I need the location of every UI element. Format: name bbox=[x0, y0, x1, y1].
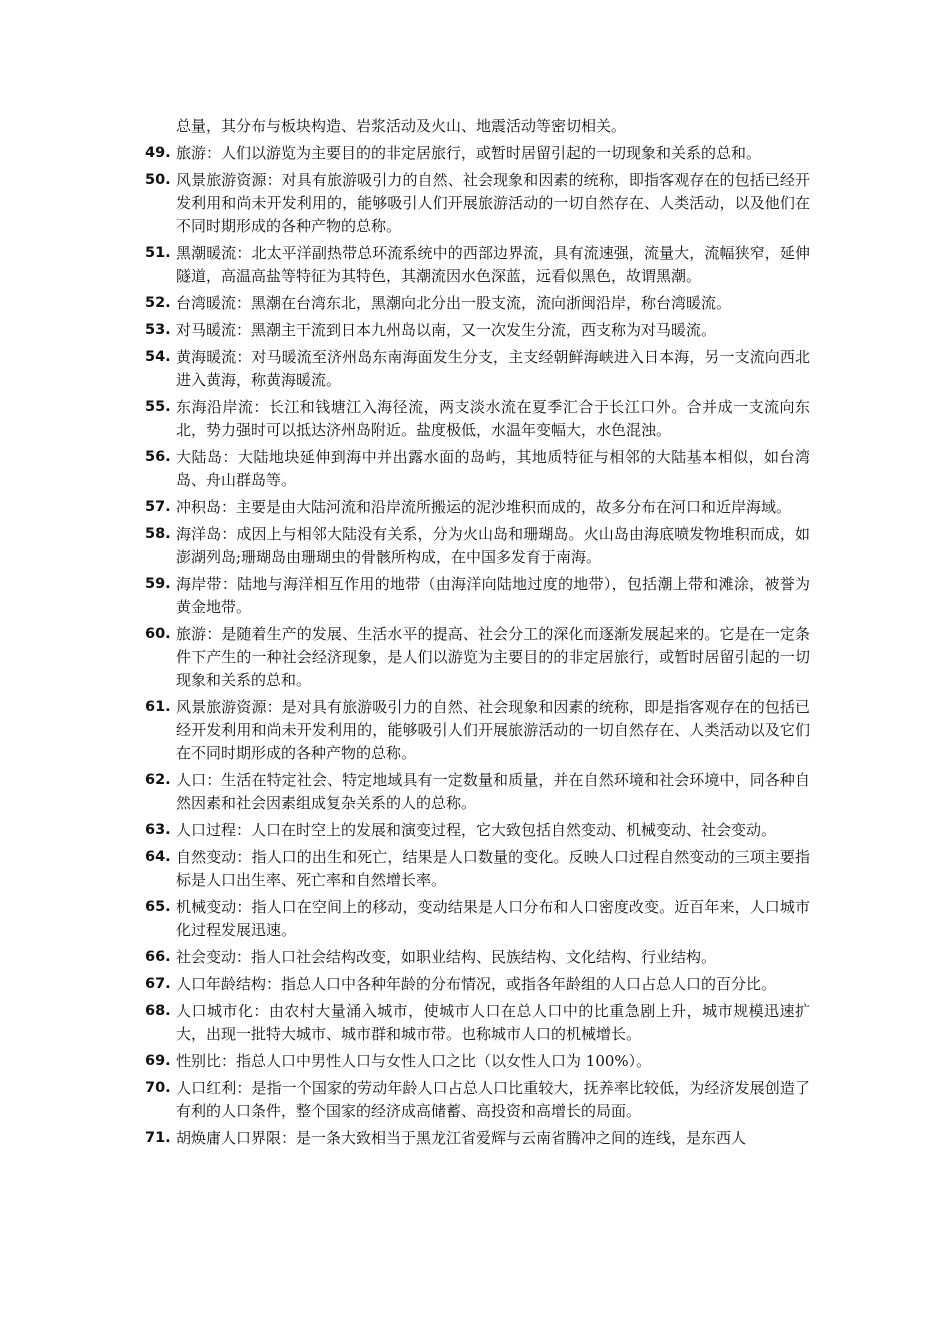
glossary-entry bbox=[145, 496, 810, 519]
entry-text: 人口城市化：由农村大量涌入城市，使城市人口在总人口中的比重急剧上升，城市规模迅速扩大，出现一批特大城市、城市群和城市带。也称城市人口的机械增长。 bbox=[176, 1002, 810, 1043]
glossary-entry bbox=[145, 1127, 810, 1150]
entry-number: 63. bbox=[145, 822, 171, 838]
entry-text: 对马暖流：黑潮主干流到日本九州岛以南，又一次发生分流，西支称为对马暖流。 bbox=[176, 321, 717, 339]
entry-text: 人口过程：人口在时空上的发展和演变过程，它大致包括自然变动、机械变动、社会变动。 bbox=[176, 821, 777, 839]
entry-number: 53. bbox=[145, 322, 171, 338]
entry-number: 62. bbox=[145, 772, 171, 788]
entry-number: 66. bbox=[145, 949, 171, 965]
entry-text: 东海沿岸流：长江和钱塘江入海径流，两支淡水流在夏季汇合于长江口外。合并成一支流向东北，势力强时可以抵达济州岛附近。盐度极低，水温年变幅大，水色混浊。 bbox=[176, 398, 810, 439]
entry-text: 台湾暖流：黑潮在台湾东北，黑潮向北分出一股支流，流向浙闽沿岸，称台湾暖流。 bbox=[176, 294, 732, 312]
entry-text: 胡焕庸人口界限：是一条大致相当于黑龙江省爱辉与云南省腾冲之间的连线，是东西人 bbox=[176, 1129, 747, 1147]
glossary-entry bbox=[145, 819, 810, 842]
document-body bbox=[145, 115, 810, 1154]
entry-text: 风景旅游资源：对具有旅游吸引力的自然、社会现象和因素的统称，即指客观存在的包括已经开发利用和尚未开发利用的，能够吸引人们开展旅游活动的一切自然存在、人类活动，以及他们在不同时期形成的各种产物的总称。 bbox=[176, 171, 810, 235]
entry-number: 64. bbox=[145, 849, 171, 865]
glossary-entry bbox=[145, 446, 810, 492]
glossary-list bbox=[145, 142, 810, 1150]
entry-number: 65. bbox=[145, 899, 171, 915]
entry-number: 60. bbox=[145, 626, 171, 642]
entry-number: 71. bbox=[145, 1130, 171, 1146]
glossary-entry bbox=[145, 292, 810, 315]
entry-number: 61. bbox=[145, 699, 171, 715]
entry-number: 57. bbox=[145, 499, 171, 515]
entry-text: 社会变动：指人口社会结构改变，如职业结构、民族结构、文化结构、行业结构。 bbox=[176, 948, 717, 966]
entry-text: 人口年龄结构：指总人口中各种年龄的分布情况，或指各年龄组的人口占总人口的百分比。 bbox=[176, 975, 777, 993]
entry-number: 55. bbox=[145, 399, 171, 415]
entry-text: 黑潮暖流：北太平洋副热带总环流系统中的西部边界流，具有流速强，流量大，流幅狭窄，延伸隧道，高温高盐等特征为其特色，其潮流因水色深蓝，远看似黑色，故谓黑潮。 bbox=[176, 244, 810, 285]
entry-text: 机械变动：指人口在空间上的移动，变动结果是人口分布和人口密度改变。近百年来，人口城市化过程发展迅速。 bbox=[176, 898, 810, 939]
entry-number: 69. bbox=[145, 1053, 171, 1069]
entry-number: 67. bbox=[145, 976, 171, 992]
entry-number: 58. bbox=[145, 526, 171, 542]
glossary-entry bbox=[145, 623, 810, 692]
glossary-entry bbox=[145, 896, 810, 942]
entry-number: 51. bbox=[145, 245, 171, 261]
glossary-entry bbox=[145, 319, 810, 342]
entry-text: 冲积岛：主要是由大陆河流和沿岸流所搬运的泥沙堆积而成的，故多分布在河口和近岸海域。 bbox=[176, 498, 792, 516]
entry-number: 68. bbox=[145, 1003, 171, 1019]
glossary-entry bbox=[145, 1000, 810, 1046]
entry-text: 人口红利：是指一个国家的劳动年龄人口占总人口比重较大，抚养率比较低，为经济发展创造了有利的人口条件，整个国家的经济成高储蓄、高投资和高增长的局面。 bbox=[176, 1079, 810, 1120]
entry-number: 52. bbox=[145, 295, 171, 311]
glossary-entry bbox=[145, 346, 810, 392]
entry-text: 风景旅游资源：是对具有旅游吸引力的自然、社会现象和因素的统称，即是指客观存在的包括已经开发利用和尚未开发利用的，能够吸引人们开展旅游活动的一切自然存在、人类活动以及它们在不同时期形成的各种产物的总称。 bbox=[176, 698, 810, 762]
glossary-entry bbox=[145, 973, 810, 996]
glossary-entry bbox=[145, 946, 810, 969]
entry-number: 56. bbox=[145, 449, 171, 465]
glossary-entry bbox=[145, 769, 810, 815]
entry-text: 黄海暖流：对马暖流至济州岛东南海面发生分支，主支经朝鲜海峡进入日本海，另一支流向西北进入黄海，称黄海暖流。 bbox=[176, 348, 810, 389]
entry-text: 海洋岛：成因上与相邻大陆没有关系，分为火山岛和珊瑚岛。火山岛由海底喷发物堆积而成，如澎湖列岛;珊瑚岛由珊瑚虫的骨骸所构成，在中国多发育于南海。 bbox=[176, 525, 810, 566]
entry-number: 59. bbox=[145, 576, 171, 592]
glossary-entry bbox=[145, 142, 810, 165]
glossary-entry bbox=[145, 242, 810, 288]
entry-number: 49. bbox=[145, 145, 171, 161]
glossary-entry bbox=[145, 573, 810, 619]
entry-number: 54. bbox=[145, 349, 171, 365]
entry-text: 大陆岛：大陆地块延伸到海中并出露水面的岛屿，其地质特征与相邻的大陆基本相似，如台湾岛、舟山群岛等。 bbox=[176, 448, 810, 489]
glossary-entry bbox=[145, 1077, 810, 1123]
glossary-entry bbox=[145, 523, 810, 569]
entry-text: 性别比：指总人口中男性人口与女性人口之比（以女性人口为 100%）。 bbox=[176, 1052, 652, 1070]
continuation-paragraph: 总量，其分布与板块构造、岩浆活动及火山、地震活动等密切相关。 bbox=[176, 117, 627, 135]
glossary-entry bbox=[145, 846, 810, 892]
entry-text: 自然变动：指人口的出生和死亡，结果是人口数量的变化。反映人口过程自然变动的三项主要指标是人口出生率、死亡率和自然增长率。 bbox=[176, 848, 810, 889]
entry-number: 50. bbox=[145, 172, 171, 188]
glossary-entry bbox=[145, 169, 810, 238]
glossary-entry bbox=[145, 1050, 810, 1073]
glossary-entry bbox=[145, 396, 810, 442]
entry-number: 70. bbox=[145, 1080, 171, 1096]
entry-text: 海岸带：陆地与海洋相互作用的地带（由海洋向陆地过度的地带），包括潮上带和滩涂，被誉为黄金地带。 bbox=[176, 575, 810, 616]
entry-text: 人口：生活在特定社会、特定地域具有一定数量和质量，并在自然环境和社会环境中，同各种自然因素和社会因素组成复杂关系的人的总称。 bbox=[176, 771, 810, 812]
glossary-entry bbox=[145, 696, 810, 765]
entry-text: 旅游：是随着生产的发展、生活水平的提高、社会分工的深化而逐渐发展起来的。它是在一定条件下产生的一种社会经济现象，是人们以游览为主要目的的非定居旅行，或暂时居留引起的一切现象和关系的总和。 bbox=[176, 625, 810, 689]
entry-text: 旅游：人们以游览为主要目的的非定居旅行，或暂时居留引起的一切现象和关系的总和。 bbox=[176, 144, 762, 162]
